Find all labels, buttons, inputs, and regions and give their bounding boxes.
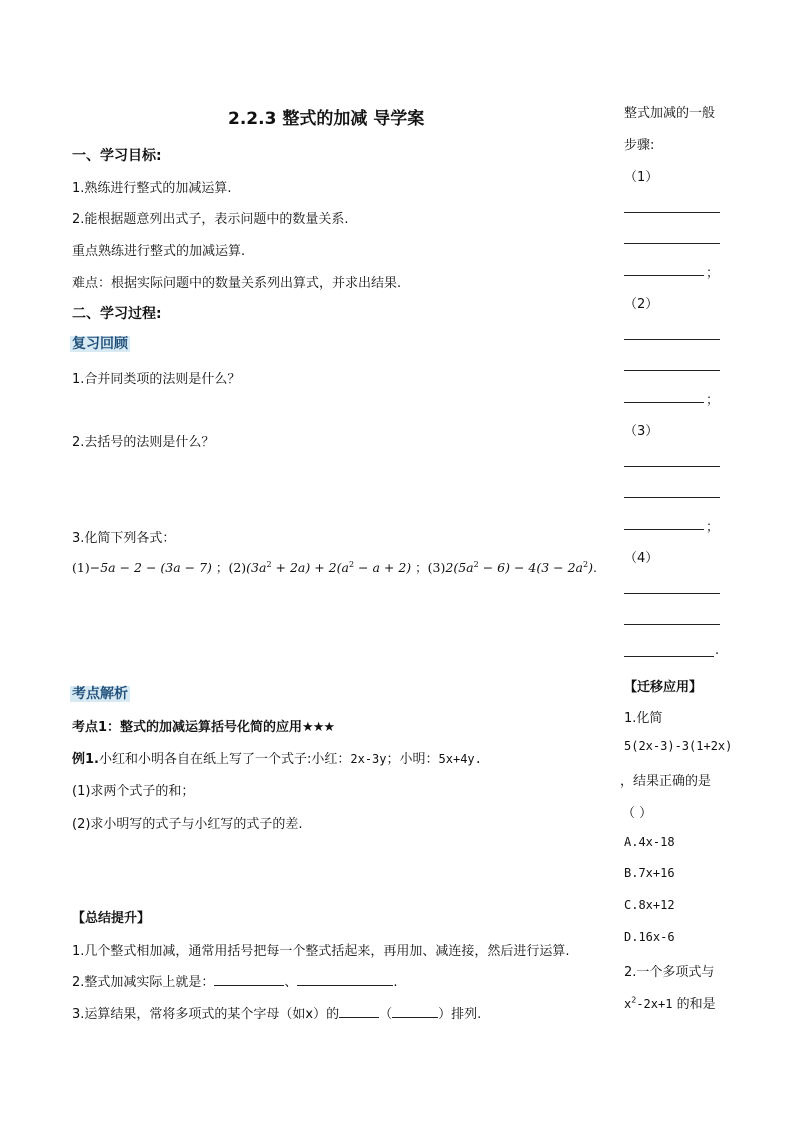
steps-title-line-2: 步骤: [624, 138, 655, 153]
expr-3-part: − 6) − 4(3 − 2a [478, 560, 584, 575]
summary-heading: 【总结提升】 [72, 911, 151, 926]
answer-line [624, 243, 720, 244]
objective-key-point: 重点熟练进行整式的加减运算. [72, 244, 246, 259]
fill-blank[interactable] [297, 973, 393, 986]
analysis-section-label [70, 683, 130, 703]
answer-line [624, 212, 720, 213]
summary-2-sep: 、 [284, 975, 298, 990]
expr-1-label: (1) [72, 560, 90, 575]
fill-blank[interactable] [339, 1005, 379, 1018]
fill-blank[interactable] [392, 1005, 438, 1018]
transfer-q2-expr [624, 993, 716, 1012]
answer-line [624, 593, 720, 594]
answer-line [624, 339, 720, 340]
transfer-heading: 【迁移应用】 [624, 680, 703, 695]
transfer-q1-text: 1.化简 [624, 711, 663, 726]
expr-2-part: − a + 2) [354, 560, 412, 575]
objective-item: 1.熟练进行整式的加减运算. [72, 181, 232, 196]
example-label: 例1. [72, 752, 99, 767]
expr-separator: ； [415, 560, 428, 575]
answer-line [624, 529, 704, 530]
summary-3-end: ）排列. [438, 1007, 482, 1022]
expr-2-part: + 2a) + 2(a [271, 560, 349, 575]
step-label-2: （2） [624, 297, 659, 312]
answer-line [624, 466, 720, 467]
summary-2-end: . [393, 975, 398, 990]
difficulty-stars: ★★★ [302, 720, 335, 735]
expr-separator: ； [215, 560, 229, 575]
simplify-expressions [72, 558, 597, 576]
expr-1: −5a − 2 − (3a − 7) [89, 560, 212, 575]
example-part-2: (2)求小明写的式子与小红写的式子的差. [72, 817, 303, 832]
expr-2-label: (2) [228, 560, 247, 575]
objectives-heading: 一、学习目标: [72, 148, 162, 164]
summary-3-text: 3.运算结果，常将多项式的某个字母（如x）的 [72, 1007, 340, 1022]
expr-2-part: (3a [246, 560, 267, 575]
review-label: 复习回顾 [72, 336, 128, 352]
summary-point-1: 1.几个整式相加减，通常用括号把每一个整式括起来，再用加、减连接，然后进行运算. [72, 944, 570, 959]
exponent: 2 [473, 559, 479, 569]
answer-line [624, 624, 720, 625]
step-end-mark: ； [706, 393, 720, 408]
example-separator: ；小明： [386, 752, 439, 767]
example-1 [72, 748, 482, 767]
transfer-q1-expr: 5(2x-3)-3(1+2x) [624, 739, 733, 753]
xiaohong-expr: 2x-3y [350, 752, 387, 766]
step-label-1: （1） [624, 170, 659, 185]
review-question-2: 2.去括号的法则是什么？ [72, 435, 215, 450]
xiaoming-expr: 5x+4y. [438, 752, 482, 766]
option-c: C.8x+12 [624, 898, 675, 912]
expr-3-part: ). [588, 560, 597, 575]
example-part-1: (1)求两个式子的和； [72, 784, 195, 799]
summary-point-2 [72, 971, 398, 990]
expr-3-label: (3) [427, 560, 446, 575]
answer-line [624, 275, 704, 276]
answer-paren: （ ） [622, 806, 653, 821]
process-heading: 二、学习过程: [72, 306, 162, 322]
step-end-mark: ； [706, 266, 720, 281]
q2-poly-rest: -2x+1 [636, 997, 673, 1011]
exponent: 2 [631, 995, 637, 1005]
answer-line [624, 497, 720, 498]
steps-title-line-1: 整式加减的一般 [624, 106, 716, 121]
exponent: 2 [266, 559, 272, 569]
option-b: B.7x+16 [624, 866, 675, 880]
answer-line [624, 656, 714, 657]
summary-3-paren: （ [379, 1007, 393, 1022]
answer-line [624, 402, 704, 403]
transfer-q1-prompt: ，结果正确的是 [620, 774, 712, 789]
q2-tail: 的和是 [672, 997, 716, 1012]
objective-difficulty: 难点：根据实际问题中的数量关系列出算式，并求出结果. [72, 276, 402, 291]
option-a: A.4x-18 [624, 835, 675, 849]
analysis-label: 考点解析 [72, 686, 128, 702]
exponent: 2 [348, 559, 355, 569]
exponent: 2 [583, 559, 589, 569]
fill-blank[interactable] [214, 973, 284, 986]
step-end-mark: ； [706, 520, 720, 535]
example-text: 小红和小明各自在纸上写了一个式子:小红： [98, 752, 351, 767]
objective-item: 2.能根据题意列出式子，表示问题中的数量关系. [72, 212, 349, 227]
page-title: 2.2.3 整式的加减 导学案 [228, 109, 425, 129]
review-section-label [70, 333, 130, 353]
review-question-3: 3.化简下列各式： [72, 531, 176, 546]
knowledge-point-title: 考点1：整式的加减运算括号化简的应用 [72, 720, 303, 735]
step-label-3: （3） [624, 424, 659, 439]
summary-2-text: 2.整式加减实际上就是： [72, 975, 215, 990]
review-question-1: 1.合并同类项的法则是什么？ [72, 372, 241, 387]
expr-3-part: 2(5a [445, 560, 474, 575]
answer-line [624, 370, 720, 371]
step-end-mark: . [715, 643, 720, 658]
step-label-4: （4） [624, 551, 659, 566]
q2-poly-x: x [624, 997, 632, 1011]
option-d: D.16x-6 [624, 930, 675, 944]
knowledge-point-1 [72, 716, 334, 735]
summary-point-3 [72, 1003, 481, 1022]
transfer-q2-text: 2.一个多项式与 [624, 965, 715, 980]
